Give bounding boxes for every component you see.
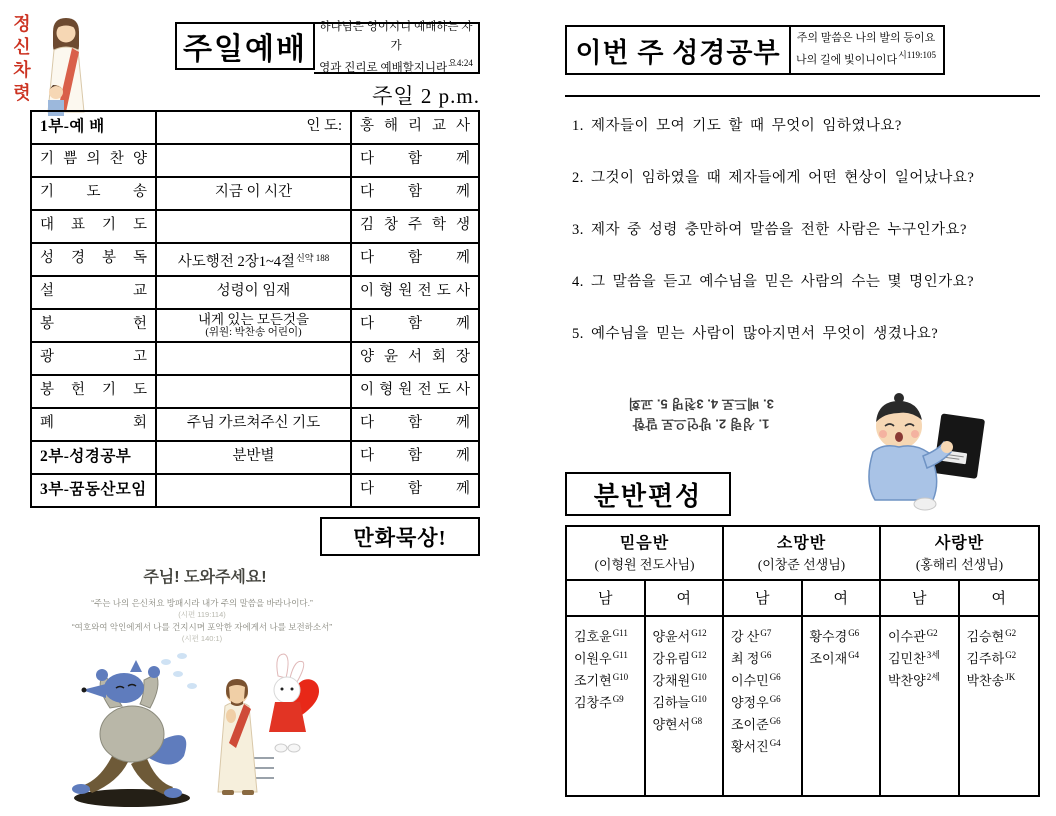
service-time: 주일 2 p.m.	[372, 84, 480, 108]
worship-content-cell	[157, 376, 352, 407]
worship-content-cell	[157, 112, 352, 143]
worship-item-cell: 대 표 기 도	[32, 211, 157, 242]
class-teacher: (이창준 선생님)	[757, 557, 846, 572]
roster-entry	[967, 668, 1037, 690]
worship-title-verse	[314, 22, 480, 74]
student-name: 강 산	[731, 629, 760, 644]
worship-content-cell	[157, 343, 352, 374]
gender-header-cell: 남	[724, 581, 803, 617]
student-name: 박찬양	[888, 673, 926, 688]
questions-list	[572, 114, 1042, 374]
gender-header-cell: 남	[881, 581, 960, 617]
roster-entry	[574, 646, 642, 668]
wolf-chase-cartoon	[32, 646, 324, 814]
worship-row	[32, 376, 478, 409]
roster-entry	[731, 712, 799, 734]
worship-content-text: 내게 있는 모든것을	[197, 312, 310, 327]
worship-person-cell: 다 함 께	[360, 415, 470, 431]
grade-superscript: G8	[691, 716, 703, 726]
comic-quote-reference: (시편 140:1)	[181, 634, 223, 643]
student-name: 조이준	[731, 717, 769, 732]
verse-line: 영과 진리로 예배할지니라$^{요4:24}$	[319, 57, 473, 74]
gender-header-cell: 남	[567, 581, 646, 617]
worship-content-cell	[157, 145, 352, 176]
worship-row	[32, 112, 478, 145]
grade-superscript: G7	[760, 628, 772, 638]
roster-cell	[646, 617, 725, 795]
roster-entry	[888, 646, 956, 668]
comic-title: 주님! 도와주세요!	[143, 569, 267, 586]
grade-superscript: G2	[926, 628, 938, 638]
jesus-child-illustration	[26, 12, 108, 118]
worship-content-cell	[157, 178, 352, 209]
worship-person-cell: 다 함 께	[360, 151, 470, 167]
class-name: 믿음반	[619, 535, 670, 552]
student-name: 양정우	[731, 695, 769, 710]
worship-person-cell: 다 함 께	[360, 448, 470, 464]
verse-reference: 요4:24	[448, 57, 473, 68]
worship-item-cell: 봉 헌	[32, 310, 157, 341]
grade-superscript: G4	[848, 650, 860, 660]
verse-reference: 시119:105	[898, 50, 936, 60]
worship-item-cell: 기 도 송	[32, 178, 157, 209]
child-bible-illustration	[845, 390, 995, 525]
student-name: 조이재	[809, 651, 848, 666]
student-name: 이원우	[574, 651, 612, 666]
worship-person-cell: 김 창 주 학 생	[360, 217, 470, 233]
grade-superscript: G12	[691, 650, 707, 660]
grade-superscript: G9	[612, 694, 624, 704]
roster-cell	[881, 617, 960, 795]
worship-item-cell: 기 쁨 의 찬 양	[32, 145, 157, 176]
grade-superscript: G10	[691, 694, 707, 704]
roster-entry	[653, 712, 721, 734]
worship-row	[32, 310, 478, 343]
comic-quote: “주는 나의 은신처요 방패시라 내가 주의 말씀을 바라나이다.”	[91, 598, 313, 608]
question-item: 4. 그 말씀을 듣고 예수님을 믿은 사람의 수는 몇 명인가요?	[572, 274, 975, 290]
grade-superscript: G2	[1005, 650, 1017, 660]
verse-line: 나의 길에 빛이니이다$^{시119:105}$	[795, 50, 936, 66]
worship-item-cell: 2부-성경공부	[32, 442, 157, 473]
worship-title: 주일예배	[175, 22, 315, 70]
roster-entry	[810, 624, 878, 646]
student-name: 황수경	[809, 629, 848, 644]
grade-superscript: 2세	[926, 672, 940, 682]
worship-row	[32, 178, 478, 211]
worship-content-cell	[157, 277, 352, 308]
answer-line: 1. 성령 2. 방언으로 말함	[632, 416, 770, 432]
student-name: 이수민	[731, 673, 769, 688]
worship-person-cell: 홍 해 리 교 사	[360, 118, 470, 134]
student-name: 최 정	[731, 651, 760, 666]
roster-entry	[810, 646, 878, 668]
student-name: 김민찬	[888, 651, 926, 666]
question-item: 1. 제자들이 모여 기도 할 때 무엇이 임하였나요?	[572, 118, 902, 134]
grade-superscript: G6	[848, 628, 860, 638]
grade-superscript: G10	[691, 672, 707, 682]
worship-person-cell: 이 형 원 전 도 사	[360, 382, 470, 398]
roster-cell	[960, 617, 1039, 795]
grade-superscript: G6	[769, 694, 781, 704]
student-name: 조기현	[574, 673, 612, 688]
spirit-attention-text: 정신차렷	[11, 14, 31, 106]
roster-entry	[888, 668, 956, 690]
worship-row	[32, 244, 478, 277]
class-header-cell	[567, 527, 724, 581]
class-teacher: (이형원 전도사님)	[594, 557, 695, 572]
grade-superscript: JK	[1005, 672, 1016, 682]
roster-entry	[731, 668, 799, 690]
comic-quote-reference: (시편 119:114)	[178, 610, 226, 619]
gender-header-cell: 여	[960, 581, 1039, 617]
answer-line: 3. 베드로 4. 3천명 5. 교회	[628, 396, 774, 412]
worship-person-cell: 이 형 원 전 도 사	[360, 283, 470, 299]
roster-entry	[574, 690, 642, 712]
worship-item-cell: 광 고	[32, 343, 157, 374]
student-name: 김창주	[574, 695, 612, 710]
bible-study-verse	[789, 25, 945, 75]
worship-content-cell	[157, 409, 352, 440]
student-name: 강채원	[652, 673, 691, 688]
student-name: 양윤서	[652, 629, 691, 644]
worship-person-cell: 다 함 께	[360, 184, 470, 200]
comic-meditation-box: 만화묵상!	[320, 517, 480, 556]
worship-person-cell: 다 함 께	[360, 316, 470, 332]
bible-study-title: 이번 주 성경공부	[565, 25, 791, 75]
verse-line: 하나님은 영이시니 예배하는 자가	[319, 21, 473, 53]
worship-content-cell	[157, 211, 352, 242]
class-name: 사랑반	[934, 535, 985, 552]
worship-row	[32, 145, 478, 178]
worship-item-cell: 설 교	[32, 277, 157, 308]
worship-content-cell	[157, 310, 352, 341]
roster-entry	[731, 646, 799, 668]
worship-row	[32, 277, 478, 310]
worship-item-cell: 3부-꿈동산모임	[32, 475, 157, 506]
grade-superscript: G11	[612, 650, 628, 660]
student-name: 양현서	[652, 717, 691, 732]
roster-entry	[967, 624, 1037, 646]
roster-entry	[653, 668, 721, 690]
class-header-cell	[881, 527, 1038, 581]
worship-content-text: 주님 가르쳐주신 기도	[186, 415, 321, 431]
grade-superscript: G12	[691, 628, 707, 638]
roster-entry	[731, 624, 799, 646]
student-name: 김하늘	[652, 695, 691, 710]
verse-line: 주의 말씀은 나의 발의 등이요	[796, 32, 936, 45]
grade-superscript: G6	[769, 716, 781, 726]
worship-item-cell: 봉 헌 기 도	[32, 376, 157, 407]
grade-superscript: 3세	[926, 650, 940, 660]
worship-content-cell	[157, 475, 352, 506]
student-name: 김호윤	[574, 629, 612, 644]
comic-quote: “여호와여 악인에게서 나를 건지시며 포악한 자에게서 나를 보전하소서”	[71, 622, 333, 632]
worship-order-table	[30, 110, 480, 508]
section-divider	[565, 95, 1040, 97]
roster-entry	[888, 624, 956, 646]
student-name: 이수관	[888, 629, 926, 644]
grade-superscript: G10	[612, 672, 629, 682]
student-name: 김승현	[966, 629, 1005, 644]
student-name: 박찬송	[966, 673, 1005, 688]
worship-item-cell: 성 경 봉 독	[32, 244, 157, 275]
worship-content-text: 성령이 임재	[216, 283, 291, 299]
worship-content-text: 사도행전 2장1~4절	[177, 254, 296, 270]
grade-superscript: G2	[1005, 628, 1017, 638]
worship-person-cell: 양 윤 서 회 장	[360, 349, 470, 365]
grade-superscript: G6	[760, 650, 772, 660]
worship-row	[32, 409, 478, 442]
worship-row	[32, 211, 478, 244]
worship-row	[32, 343, 478, 376]
class-name: 소망반	[776, 535, 827, 552]
class-teacher: (홍해리 선생님)	[915, 557, 1004, 572]
roster-entry	[731, 690, 799, 712]
question-item: 3. 제자 중 성령 충만하여 말씀을 전한 사람은 누구인가요?	[572, 222, 967, 238]
roster-entry	[967, 646, 1037, 668]
worship-content-text: 지금 이 시간	[214, 184, 293, 200]
answers-upside-down	[565, 393, 837, 433]
question-item: 5. 예수님을 믿는 사람이 많아지면서 무엇이 생겼나요?	[572, 326, 939, 342]
roster-entry	[653, 624, 721, 646]
worship-content-text: 인 도:	[306, 118, 342, 134]
worship-item-cell: 폐 회	[32, 409, 157, 440]
worship-content-cell	[157, 442, 352, 473]
class-assignment-title: 분반편성	[565, 472, 731, 516]
grade-superscript: G4	[769, 738, 781, 748]
offering-committee-note: (위원: 박찬송 어린이)	[205, 327, 302, 338]
worship-person-cell: 다 함 께	[360, 250, 470, 266]
class-header-cell	[724, 527, 881, 581]
gender-header-cell: 여	[803, 581, 882, 617]
worship-item-cell: 1부-예 배	[32, 112, 157, 143]
question-item: 2. 그것이 임하였을 때 제자들에게 어떤 현상이 일어났나요?	[572, 170, 975, 186]
roster-entry	[653, 646, 721, 668]
roster-entry	[574, 668, 642, 690]
worship-content-text: 분반별	[232, 448, 275, 464]
roster-cell	[803, 617, 882, 795]
roster-entry	[731, 734, 799, 756]
worship-content-cell	[157, 244, 352, 275]
roster-cell	[724, 617, 803, 795]
grade-superscript: G6	[769, 672, 781, 682]
scripture-page-reference: 신약 188	[296, 253, 330, 263]
roster-entry	[653, 690, 721, 712]
worship-person-cell: 다 함 께	[360, 481, 470, 497]
student-name: 황서진	[731, 739, 769, 754]
grade-superscript: G11	[612, 628, 628, 638]
gender-header-cell: 여	[646, 581, 725, 617]
worship-row	[32, 475, 478, 508]
roster-entry	[574, 624, 642, 646]
worship-row	[32, 442, 478, 475]
student-name: 김주하	[966, 651, 1005, 666]
class-assignment-table	[565, 525, 1040, 797]
student-name: 강유림	[652, 651, 691, 666]
roster-cell	[567, 617, 646, 795]
